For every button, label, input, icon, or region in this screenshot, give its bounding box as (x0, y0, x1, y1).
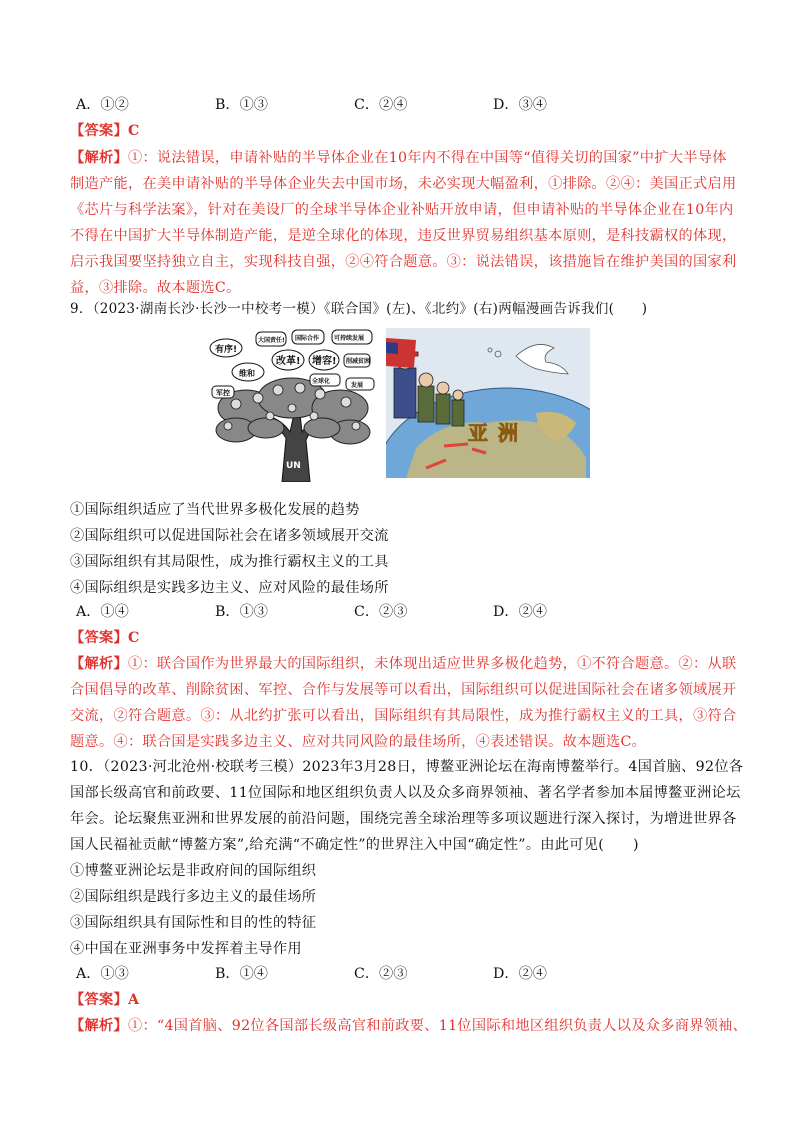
q9-analysis-line: 题意。④：联合国是实践多边主义、应对共同风险的最佳场所，④表述错误。故本题选C。 (70, 734, 647, 750)
q10-statement: ③国际组织具有国际性和目的性的特征 (70, 915, 317, 931)
bubble-text: 大国责任! (258, 337, 285, 344)
asia-label: 亚洲 (468, 421, 528, 445)
q10-option-b: B．①④ (215, 966, 268, 982)
q10-analysis-line: 【解析】①：“4国首脑、92位各国部长级高官和前政要、11位国际和地区组织负责人以及众多商界领袖、 (70, 1018, 748, 1034)
q8-option-d: D．③④ (493, 97, 547, 113)
answer-value: A (127, 992, 140, 1008)
q9-statement: ①国际组织适应了当代世界多极化发展的趋势 (70, 502, 360, 518)
q8-answer (70, 121, 735, 141)
q9-option-b: B．①③ (215, 604, 268, 620)
q9-statement: ②国际组织可以促进国际社会在诸多领域展开交流 (70, 528, 389, 544)
answer-value: C (127, 123, 140, 139)
answer-label: 【答案】 (70, 630, 128, 646)
bubble-text: 国际合作 (295, 335, 320, 342)
bubble-text: 有序! (215, 345, 238, 355)
bubble-text: 发展 (351, 382, 364, 389)
un-cartoon-image (206, 328, 378, 482)
analysis-label: 【解析】 (70, 1018, 128, 1034)
q8-analysis-line: 《芯片与科学法案》，针对在美设厂的全球半导体企业补贴开放申请，但申请补贴的半导体企业在10年内 (70, 202, 734, 218)
bubble-text: 全球化 (312, 378, 331, 385)
q9-option-a: A．①④ (76, 604, 129, 620)
q8-option-b: B．①③ (215, 97, 268, 113)
q10-answer (70, 990, 735, 1010)
q8-analysis-line: 不得在中国扩大半导体制造产能，是逆全球化的体现，违反世界贸易组织基本原则，是科技霸权的体现， (70, 228, 737, 244)
q10-option-c: C．②③ (354, 966, 408, 982)
bubble-text: 维和 (239, 369, 255, 378)
q9-statement: ④国际组织是实践多边主义、应对风险的最佳场所 (70, 580, 389, 596)
q8-option-a: A．①② (76, 97, 129, 113)
q8-analysis-line: 【解析】①：说法错误，申请补贴的半导体企业在10年内不得在中国等“值得关切的国家”中扩大半导体 (70, 150, 727, 166)
q8-option-c: C．②④ (354, 97, 408, 113)
answer-value: C (127, 630, 140, 646)
q9-cartoons (206, 328, 590, 482)
bubble-text: 增容! (312, 356, 337, 367)
q9-analysis-line: 【解析】①：联合国作为世界最大的国际组织，未体现出适应世界多极化趋势，①不符合题意。②：从联 (70, 656, 737, 672)
bubble-text: 可持续发展 (334, 335, 365, 342)
q9-option-c: C．②③ (354, 604, 408, 620)
bubble-text: 削减贫困 (346, 358, 371, 365)
q8-analysis-line: 制造产能，在美申请补贴的半导体企业失去中国市场，未必实现大幅盈利，①排除。②④：美国正式启用 (70, 176, 737, 192)
bubble-text: 军控 (216, 389, 230, 397)
q8-analysis-line: 启示我国要坚持独立自主，实现科技自强，②④符合题意。③：说法错误，该措施旨在维护美国的国家利 (70, 254, 737, 270)
q10-option-d: D．②④ (493, 966, 547, 982)
analysis-label: 【解析】 (70, 656, 128, 672)
nato-cartoon-image (386, 328, 590, 478)
q10-stem-line: 国人民福祉贡献“博鳌方案”,给充满“不确定性”的世界注入中国“确定性”。由此可见( ) (70, 837, 639, 853)
q9-analysis-line: 合国倡导的改革、削除贫困、军控、合作与发展等可以看出，国际组织可以促进国际社会在诸多领域展开 (70, 682, 737, 698)
q10-statement: ④中国在亚洲事务中发挥着主导作用 (70, 941, 302, 957)
q10-stem-line: 国部长级高官和前政要、11位国际和地区组织负责人以及众多商界领袖、著名学者参加本届博鳌亚洲论坛 (70, 785, 741, 801)
q9-option-d: D．②④ (493, 604, 547, 620)
q10-statement: ①博鳌亚洲论坛是非政府间的国际组织 (70, 863, 317, 879)
q9-statement: ③国际组织有其局限性，成为推行霸权主义的工具 (70, 554, 389, 570)
analysis-label: 【解析】 (70, 150, 128, 166)
q9-stem: 9．（2023·湖南长沙·长沙一中校考一模）《联合国》(左)、《北约》(右)两幅漫画告诉我们( ) (70, 301, 648, 317)
q10-option-a: A．①③ (76, 966, 129, 982)
answer-label: 【答案】 (70, 992, 128, 1008)
bubble-text: 改革! (276, 356, 301, 367)
q9-analysis-line: 交流，②符合题意。③：从北约扩张可以看出，国际组织有其局限性，成为推行霸权主义的工具，③符合 (70, 708, 737, 724)
answer-label: 【答案】 (70, 123, 128, 139)
un-trunk-label: UN (286, 461, 301, 471)
q10-stem-line: 年会。论坛聚焦亚洲和世界发展的前沿问题，围绕完善全球治理等多项议题进行深入探讨，为增进世界各 (70, 811, 737, 827)
q10-statement: ②国际组织是践行多边主义的最佳场所 (70, 889, 317, 905)
q8-analysis-line: 益，③排除。故本题选C。 (70, 280, 241, 296)
q10-stem-line: 10．（2023·河北沧州·校联考三模）2023年3月28日，博鳌亚洲论坛在海南博鳌举行。4国首脑、92位各 (70, 759, 744, 775)
q9-answer (70, 628, 735, 648)
